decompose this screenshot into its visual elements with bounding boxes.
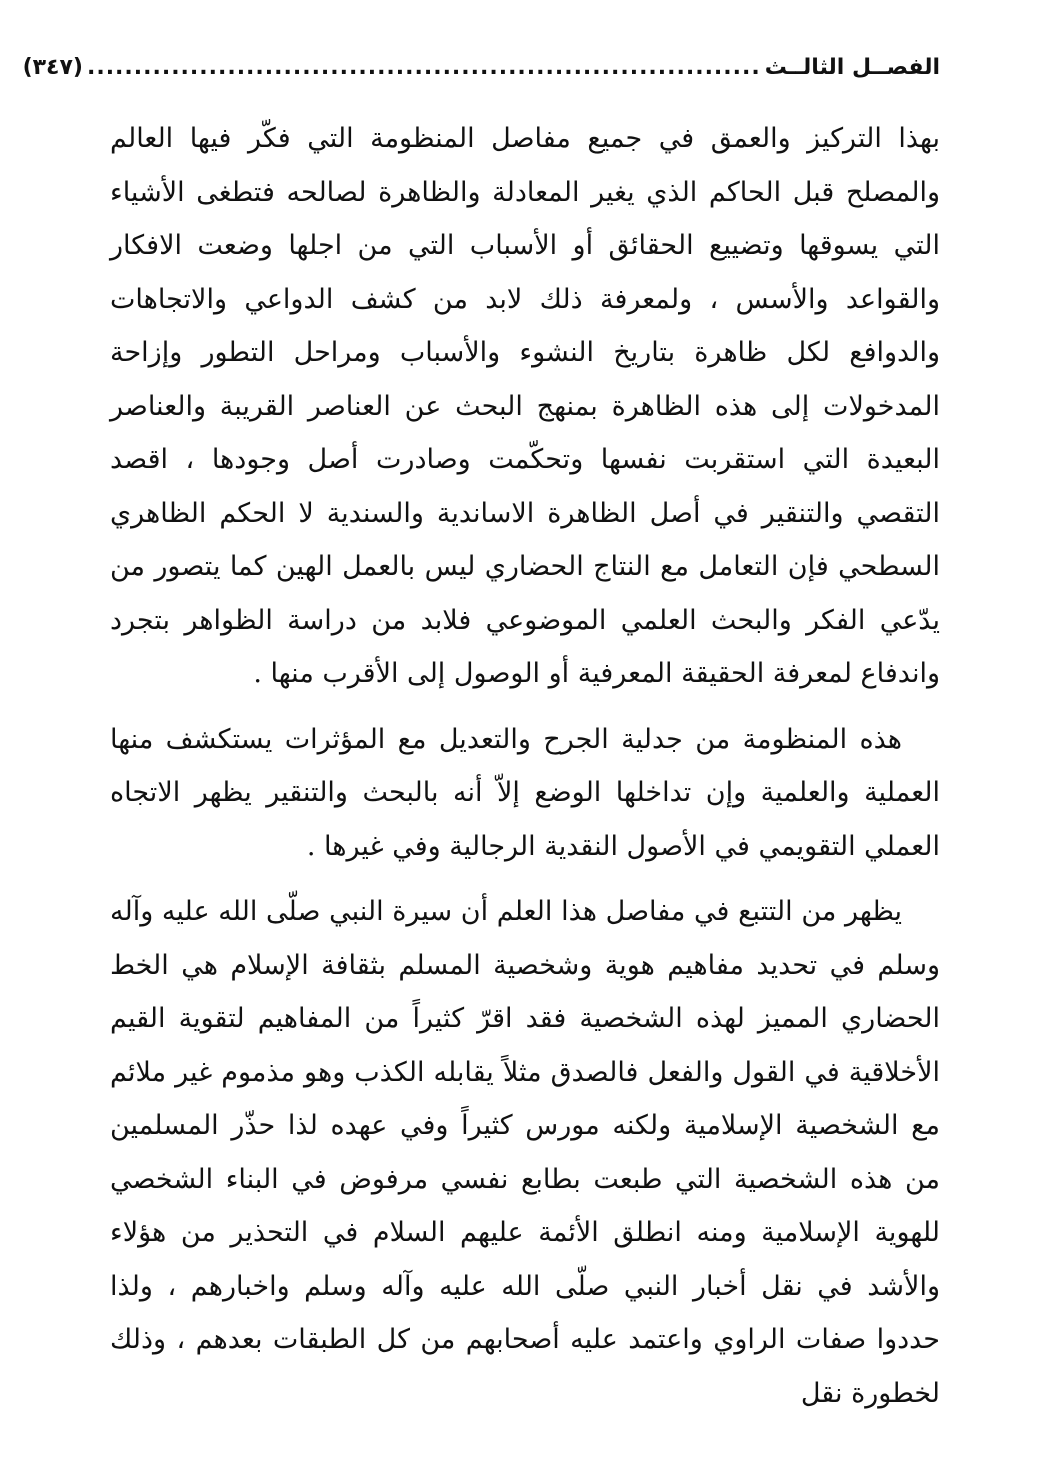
- chapter-title: الفصــل الثالــث: [764, 55, 940, 80]
- paragraph-2: هذه المنظومة من جدلية الجرح والتعديل مع المؤثرات يستكشف منها العملية والعلمية وإن تداخلها الوضع إلاّ أنه بالبحث والتنقير يظهر الاتجاه العملي التقويمي في الأصول النقدية الرجالية وفي غيرها .: [110, 723, 940, 862]
- running-header: [22, 40, 940, 80]
- paragraph-3: يظهر من التتبع في مفاصل هذا العلم أن سيرة النبي صلّى الله عليه وآله وسلم في تحديد مفاهيم هوية وشخصية المسلم بثقافة الإسلام هي الخط الحضاري المميز لهذه الشخصية فقد اقرّ كثيراً من المفاهيم لتقوية القيم الأخلاقية في القول والفعل فالصدق مثلاً يقابله الكذب وهو مذموم غير ملائم مع الشخصية الإسلامية ولكنه مورس كثيراً وفي عهده لذا حذّر المسلمين من هذه الشخصية التي طبعت بطابع نفسي مرفوض في البناء الشخصي للهوية الإسلامية ومنه انطلق الأئمة عليهم السلام في التحذير من هؤلاء والأشد في نقل أخبار النبي صلّى الله عليه وآله وسلم واخبارهم ، ولذا حددوا صفات الراوي واعتمد عليه أصحابهم من كل الطبقات بعدهم ، وذلك لخطورة نقل: [110, 896, 940, 1409]
- dot-leader: ........................................................................: [86, 55, 761, 80]
- body-text: [110, 112, 940, 1432]
- page-number: (٣٤٧): [22, 55, 83, 80]
- paragraph-1: بهذا التركيز والعمق في جميع مفاصل المنظومة التي فكّر فيها العالم والمصلح قبل الحاكم الذي يغير المعادلة والظاهرة لصالحه فتطغى الأشياء التي يسوقها وتضييع الحقائق أو الأسباب التي من اجلها وضعت الافكار والقواعد والأسس ، ولمعرفة ذلك لابد من كشف الدواعي والاتجاهات والدوافع لكل ظاهرة بتاريخ النشوء والأسباب ومراحل التطور وإزاحة المدخولات إلى هذه الظاهرة بمنهج البحث عن العناصر القريبة والعناصر البعيدة التي استقربت نفسها وتحكّمت وصادرت أصل وجودها ، اقصد التقصي والتنقير في أصل الظاهرة الاساندية والسندية لا الحكم الظاهري السطحي فإن التعامل مع النتاج الحضاري ليس بالعمل الهين كما يتصور من يدّعي الفكر والبحث العلمي الموضوعي فلابد من دراسة الظواهر بتجرد واندفاع لمعرفة الحقيقة المعرفية أو الوصول إلى الأقرب منها .: [110, 123, 940, 689]
